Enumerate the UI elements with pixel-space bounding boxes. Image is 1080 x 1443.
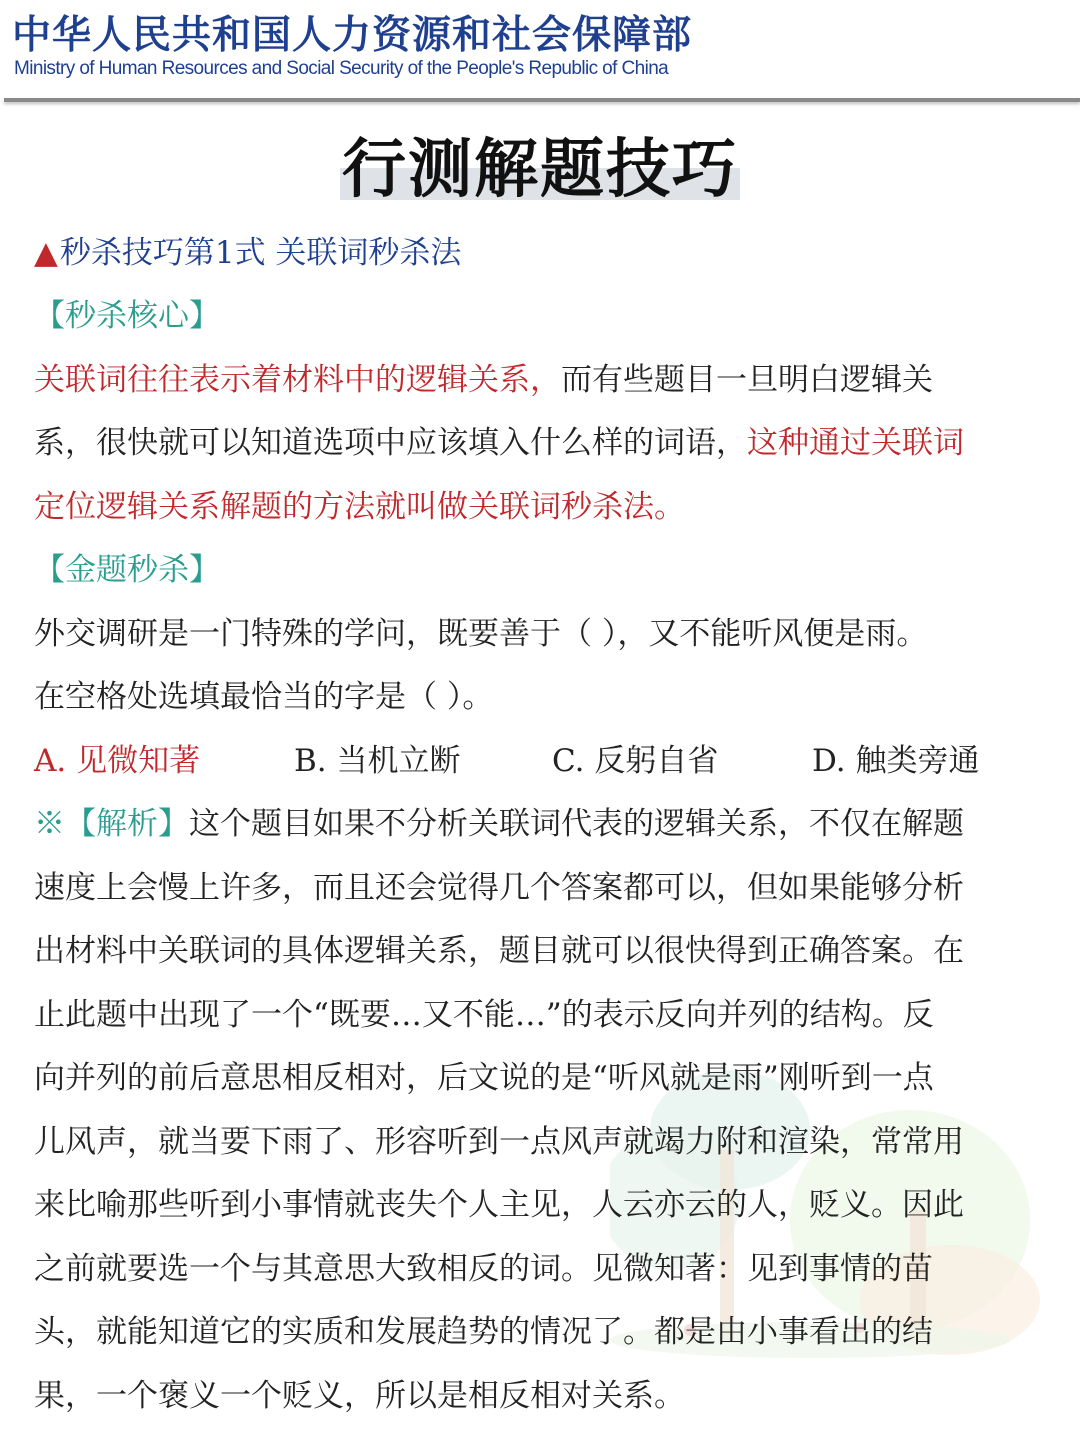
analysis-line: 果，一个褒义一个贬义，所以是相反相对关系。 (34, 1378, 685, 1414)
analysis-line: 止此题中出现了一个“既要…又不能…”的表示反向并列的结构。反 (34, 997, 934, 1033)
analysis-line: 头，就能知道它的实质和发展趋势的情况了。都是由小事看出的结 (34, 1314, 933, 1350)
analysis-label: ※【解析】 (34, 806, 189, 842)
core-paragraph-line-2 (34, 423, 964, 463)
technique-title: 秒杀技巧第1式 关联词秒杀法 (59, 235, 462, 271)
option-c: C. 反躬自省 (552, 743, 719, 779)
analysis-line: 之前就要选一个与其意思大致相反的词。见微知著：见到事情的苗 (34, 1251, 933, 1287)
question-stem-line-1: 外交调研是一门特殊的学问，既要善于（ ），又不能听风便是雨。 (34, 616, 928, 652)
analysis-line: 向并列的前后意思相反相对，后文说的是“听风就是雨”刚听到一点 (34, 1060, 934, 1096)
core-paragraph-line-1 (34, 360, 933, 400)
option-a: A. 见微知著 (34, 743, 201, 779)
ministry-name-cn: 中华人民共和国人力资源和社会保障部 (12, 13, 693, 58)
analysis-line: 出材料中关联词的具体逻辑关系，题目就可以很快得到正确答案。在 (34, 933, 964, 969)
core-key-point: 这种通过关联词 (747, 425, 964, 461)
ministry-name-en: Ministry of Human Resources and Social Security of the People's Republic of China (14, 58, 669, 79)
option-d: D. 触类旁通 (812, 743, 980, 779)
triangle-marker-icon: ▲ (34, 235, 58, 271)
page-header (0, 0, 1080, 104)
core-paragraph-line-3: 定位逻辑关系解题的方法就叫做关联词秒杀法。 (34, 489, 685, 525)
page-title: 行测解题技巧 (342, 133, 738, 207)
question-stem-line-2: 在空格处选填最恰当的字是（ ）。 (34, 679, 494, 715)
core-text: 系，很快就可以知道选项中应该填入什么样的词语， (34, 425, 747, 461)
core-key-point: 关联词往往表示着材料中的逻辑关系， (34, 362, 561, 398)
core-label: 【秒杀核心】 (34, 298, 220, 334)
analysis-line: 儿风声，就当要下雨了、形容听到一点风声就竭力附和渲染，常常用 (34, 1124, 964, 1160)
header-divider (4, 98, 1080, 102)
option-b: B. 当机立断 (294, 743, 461, 779)
question-label: 【金题秒杀】 (34, 552, 220, 588)
analysis-line-1 (34, 804, 964, 844)
analysis-line: 速度上会慢上许多，而且还会觉得几个答案都可以，但如果能够分析 (34, 870, 964, 906)
technique-heading (34, 233, 461, 273)
analysis-text: 这个题目如果不分析关联词代表的逻辑关系，不仅在解题 (189, 806, 964, 842)
analysis-line: 来比喻那些听到小事情就丧失个人主见，人云亦云的人，贬义。因此 (34, 1187, 964, 1223)
core-text: 而有些题目一旦明白逻辑关 (561, 362, 933, 398)
